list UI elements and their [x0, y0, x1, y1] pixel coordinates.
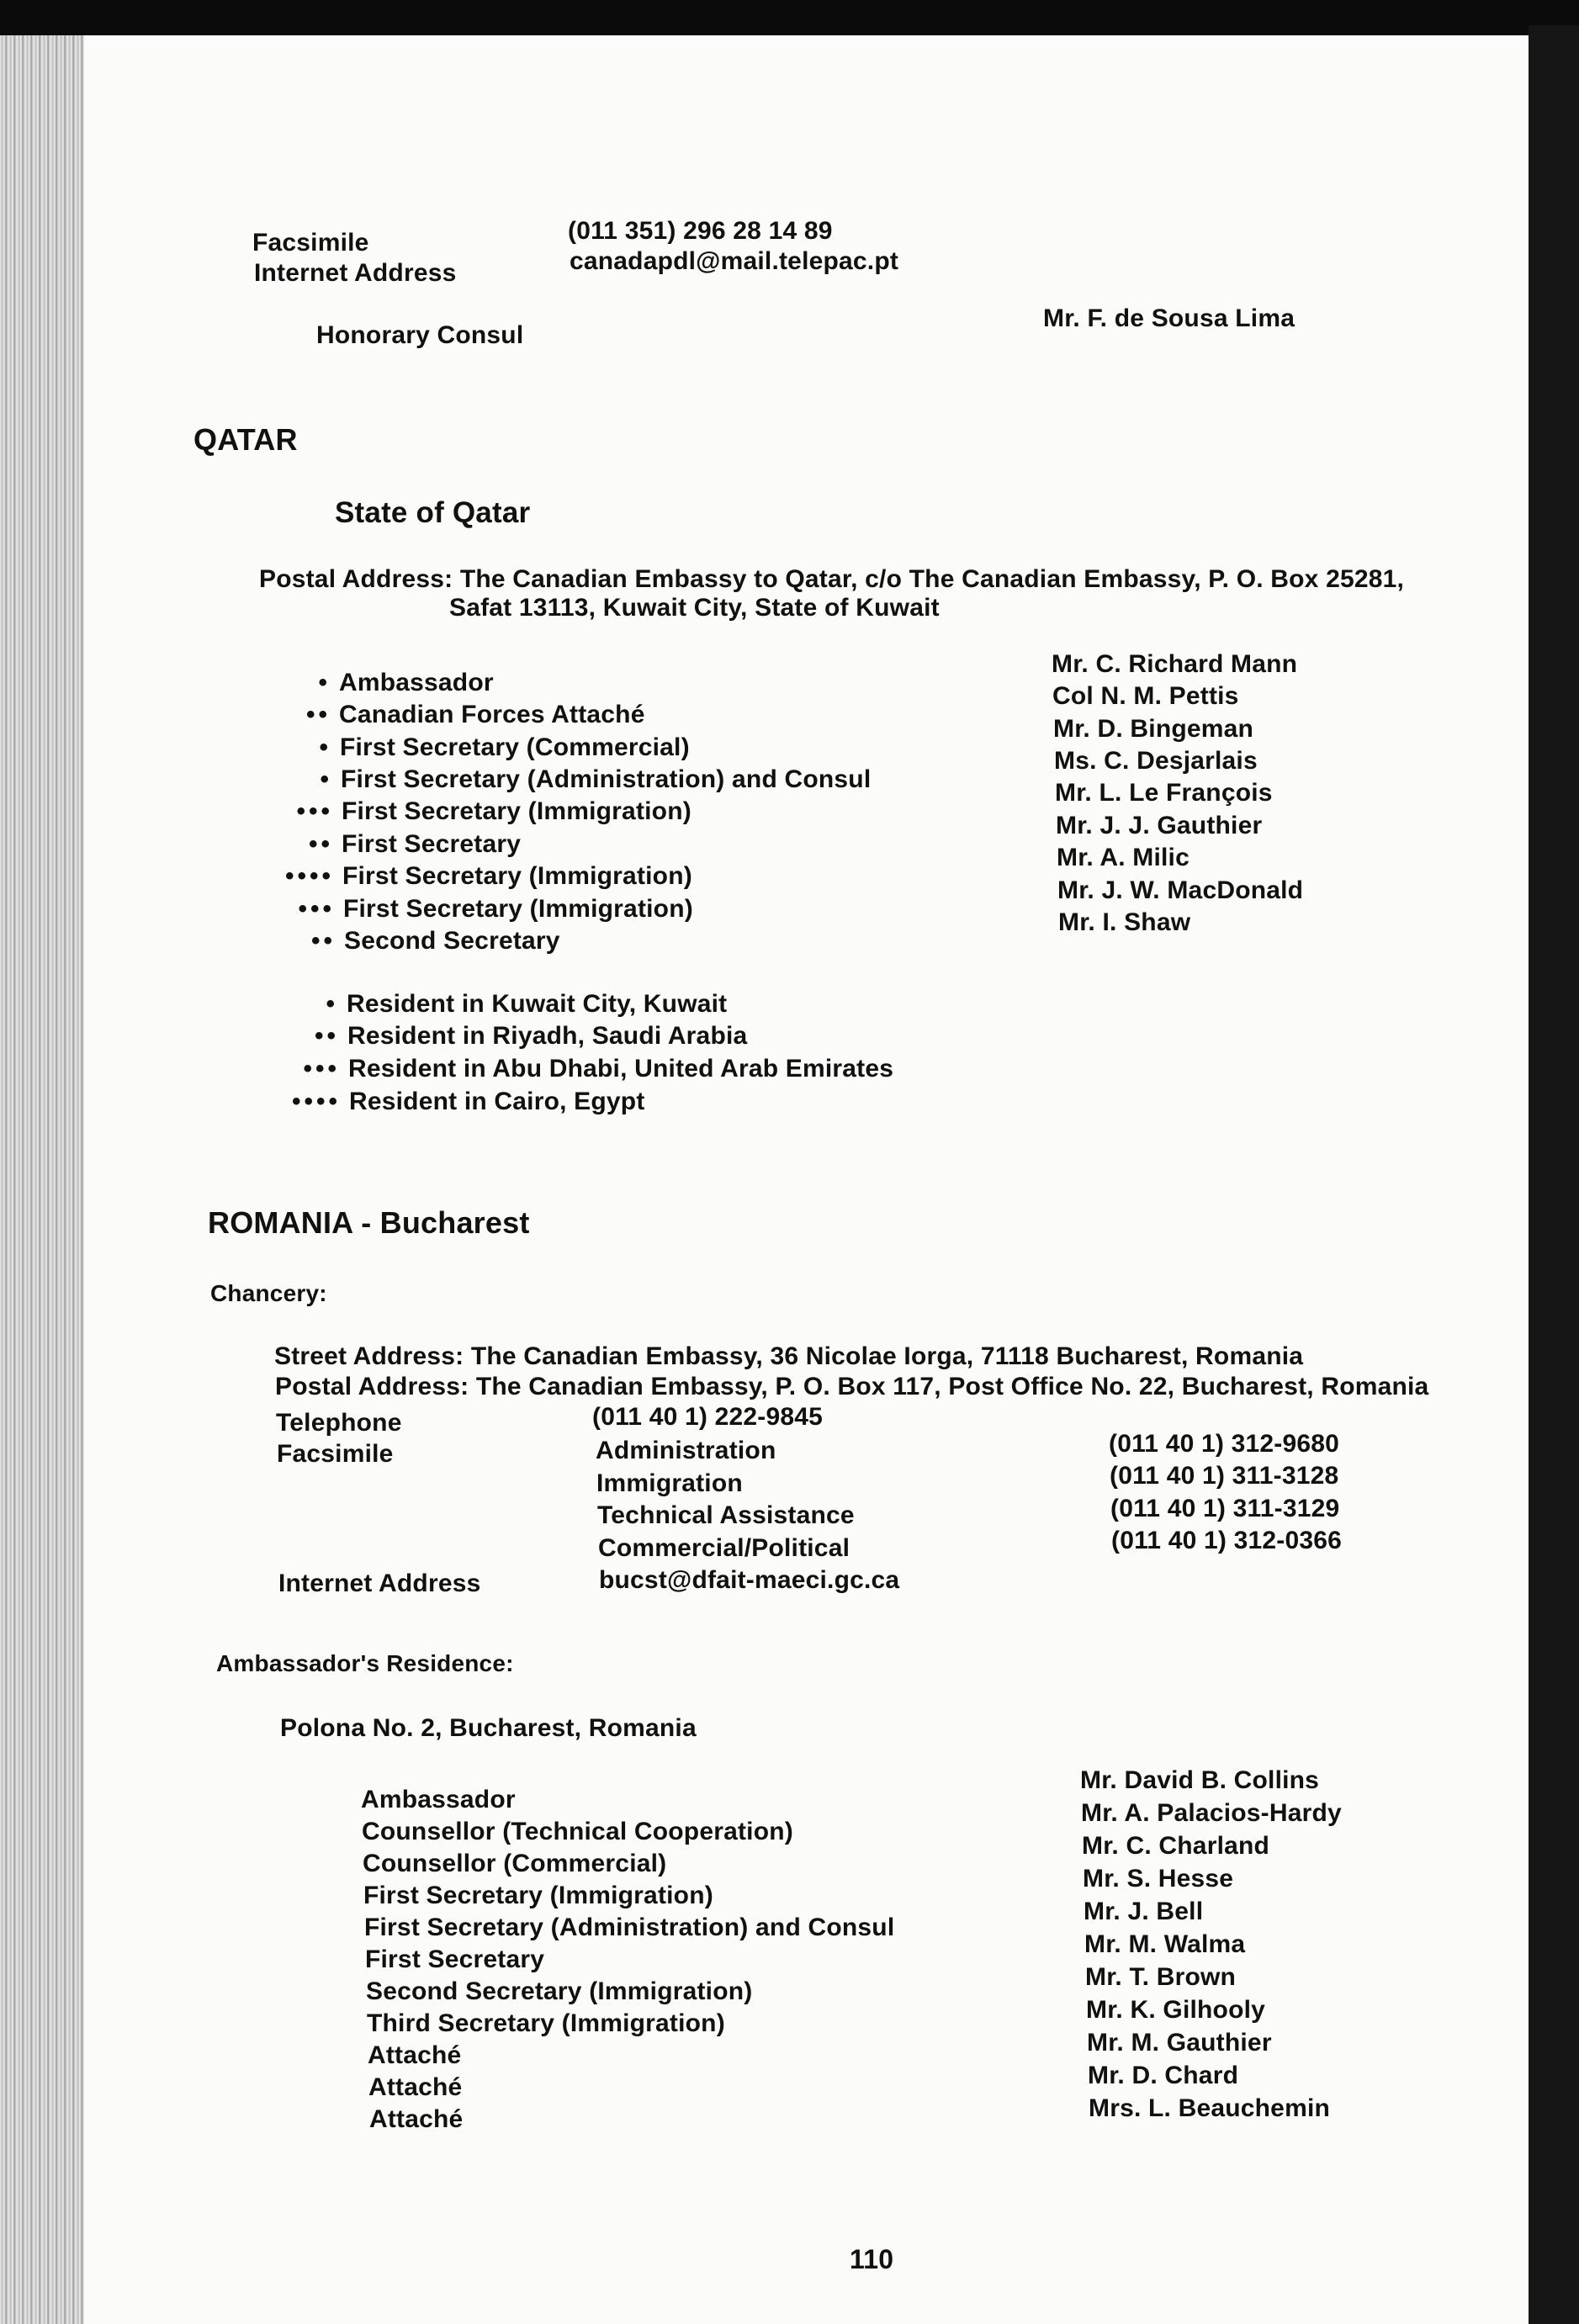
footnote-mark: •	[318, 669, 331, 696]
footnote-item: •••• Resident in Cairo, Egypt	[291, 1088, 645, 1115]
fax-number: (011 40 1) 312-0366	[1111, 1527, 1343, 1554]
staff-title: Counsellor (Technical Cooperation)	[362, 1818, 793, 1845]
document-page	[84, 35, 1529, 2324]
staff-title: • First Secretary (Commercial)	[340, 735, 690, 760]
staff-title: • Ambassador	[339, 670, 494, 696]
staff-title: Counsellor (Commercial)	[363, 1850, 667, 1877]
country-heading-romania: ROMANIA - Bucharest	[208, 1205, 530, 1240]
state-heading: State of Qatar	[335, 496, 531, 529]
staff-title: • First Secretary (Administration) and Consul	[341, 767, 871, 792]
scan-right-border	[1529, 25, 1579, 2324]
staff-name: Mr. D. Bingeman	[1053, 715, 1254, 743]
staff-name: Mr. J. J. Gauthier	[1056, 812, 1263, 839]
staff-title: ••• First Secretary (Immigration)	[343, 897, 693, 922]
staff-name: Mr. T. Brown	[1085, 1963, 1237, 1991]
staff-name: Mr. M. Walma	[1084, 1930, 1246, 1958]
consul-title: Honorary Consul	[316, 321, 524, 349]
footnote-mark: ••	[305, 701, 331, 728]
page-number: 110	[850, 2244, 894, 2274]
residence-label: Ambassador's Residence:	[216, 1650, 514, 1676]
scan-top-border	[0, 0, 1579, 35]
residence-address: Polona No. 2, Bucharest, Romania	[280, 1714, 697, 1742]
staff-title: •••• First Secretary (Immigration)	[342, 864, 692, 889]
telephone-value: (011 40 1) 222-9845	[592, 1403, 824, 1431]
staff-title: First Secretary (Administration) and Consul	[364, 1914, 895, 1941]
staff-name: Mrs. L. Beauchemin	[1089, 2094, 1331, 2122]
street-address: Street Address: The Canadian Embassy, 36 Nicolae Iorga, 71118 Bucharest, Romania	[274, 1342, 1304, 1370]
fax-dept: Administration	[596, 1437, 776, 1464]
postal-address-line1: Postal Address: The Canadian Embassy to Qatar, c/o The Canadian Embassy, P. O. Box 25281,	[259, 565, 1405, 593]
fax-label: Facsimile	[252, 229, 369, 257]
footnote-mark: ••	[308, 830, 333, 858]
staff-title: •• Second Secretary	[344, 929, 560, 954]
staff-name: Mr. S. Hesse	[1083, 1865, 1234, 1893]
country-heading-qatar: QATAR	[193, 422, 298, 457]
fax-number: (011 40 1) 311-3129	[1110, 1495, 1340, 1522]
staff-name: Mr. J. W. MacDonald	[1057, 876, 1304, 904]
staff-name: Mr. K. Gilhooly	[1086, 1996, 1266, 2024]
staff-name: Mr. C. Charland	[1082, 1832, 1270, 1860]
footnote-item: ••• Resident in Abu Dhabi, United Arab Emirates	[303, 1055, 894, 1083]
staff-title: •• First Secretary	[342, 832, 521, 857]
staff-title: First Secretary	[365, 1945, 545, 1973]
footnote-mark: •	[320, 765, 332, 793]
postal-address: Postal Address: The Canadian Embassy, P. O. Box 117, Post Office No. 22, Bucharest, Romania	[275, 1373, 1429, 1400]
staff-title: Attaché	[368, 2041, 462, 2069]
staff-title: Ambassador	[361, 1786, 516, 1813]
footnote-item: • Resident in Kuwait City, Kuwait	[326, 990, 728, 1018]
staff-title: Attaché	[368, 2073, 463, 2101]
chancery-label: Chancery:	[210, 1280, 327, 1306]
staff-title: Third Secretary (Immigration)	[367, 2009, 725, 2037]
staff-name: Col N. M. Pettis	[1052, 682, 1239, 710]
staff-name: Ms. C. Desjarlais	[1054, 747, 1258, 775]
staff-name: Mr. A. Palacios-Hardy	[1081, 1799, 1342, 1827]
internet-label: Internet Address	[278, 1570, 481, 1597]
staff-name: Mr. David B. Collins	[1080, 1766, 1320, 1794]
staff-name: Mr. A. Milic	[1057, 844, 1190, 871]
staff-name: Mr. J. Bell	[1084, 1898, 1204, 1925]
staff-title: Attaché	[369, 2105, 464, 2133]
book-spine-edge	[0, 35, 84, 2324]
postal-address-line2: Safat 13113, Kuwait City, State of Kuwait	[449, 594, 940, 622]
internet-value: bucst@dfait-maeci.gc.ca	[599, 1566, 900, 1594]
telephone-label: Telephone	[276, 1409, 402, 1437]
fax-label: Facsimile	[277, 1440, 394, 1468]
fax-number: (011 40 1) 311-3128	[1110, 1462, 1339, 1490]
fax-number: (011 40 1) 312-9680	[1109, 1430, 1340, 1458]
fax-dept: Commercial/Political	[598, 1534, 850, 1562]
staff-title: First Secretary (Immigration)	[363, 1882, 713, 1909]
fax-dept: Technical Assistance	[597, 1501, 855, 1529]
footnote-item: •• Resident in Riyadh, Saudi Arabia	[314, 1022, 748, 1050]
staff-name: Mr. I. Shaw	[1058, 908, 1191, 936]
internet-value: canadapdl@mail.telepac.pt	[570, 247, 899, 275]
footnote-mark: •••	[296, 797, 333, 825]
staff-name: Mr. M. Gauthier	[1087, 2029, 1272, 2057]
footnote-mark: •••	[298, 895, 335, 923]
staff-name: Mr. D. Chard	[1088, 2062, 1239, 2089]
footnote-mark: ••••	[284, 862, 334, 890]
footnote-mark: •	[319, 733, 331, 761]
footnote-mark: ••	[310, 927, 336, 955]
fax-dept: Immigration	[596, 1469, 743, 1497]
consul-name: Mr. F. de Sousa Lima	[1043, 304, 1296, 332]
staff-name: Mr. C. Richard Mann	[1052, 650, 1298, 678]
fax-value: (011 351) 296 28 14 89	[568, 217, 833, 245]
internet-label: Internet Address	[254, 259, 457, 287]
staff-title: Second Secretary (Immigration)	[366, 1977, 753, 2005]
staff-title: ••• First Secretary (Immigration)	[342, 799, 691, 824]
staff-title: •• Canadian Forces Attaché	[339, 702, 645, 728]
staff-name: Mr. L. Le François	[1055, 779, 1273, 807]
